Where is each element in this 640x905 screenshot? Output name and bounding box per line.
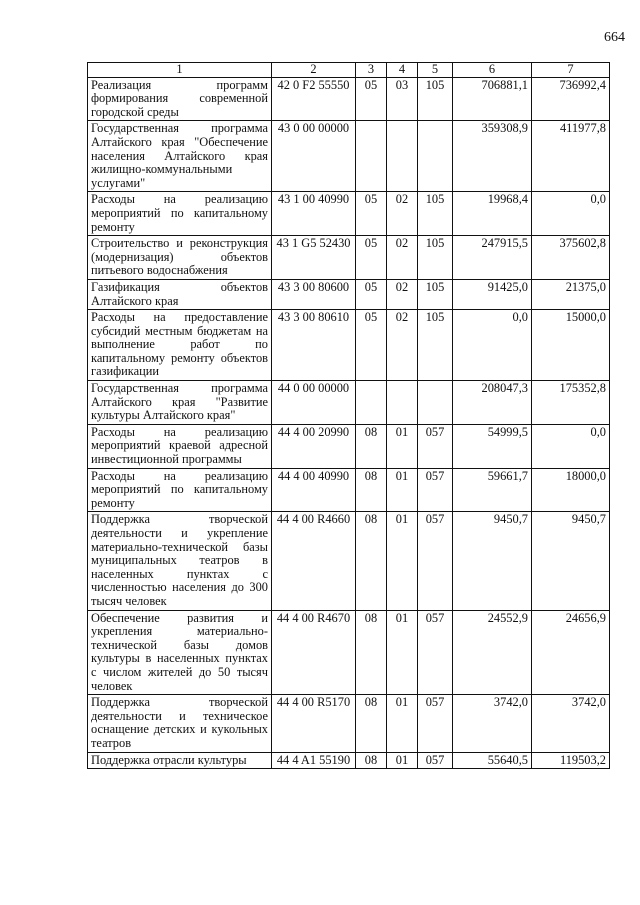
target-code: 43 1 00 40990 (272, 192, 356, 236)
target-code: 44 4 00 20990 (272, 424, 356, 468)
item-name: Государственная программа Алтайского края "Развитие культуры Алтайского края" (88, 381, 272, 425)
target-code: 43 3 00 80600 (272, 279, 356, 309)
section-code: 08 (356, 695, 387, 752)
amount-col7: 15000,0 (532, 310, 610, 381)
column-header: 5 (418, 63, 453, 78)
item-name: Расходы на предоставление субсидий местным бюджетам на выполнение работ по капитальному ремонту объектов газификации (88, 310, 272, 381)
section-code: 05 (356, 279, 387, 309)
section-code: 05 (356, 310, 387, 381)
table-row (88, 468, 610, 512)
target-code: 44 0 00 00000 (272, 381, 356, 425)
section-code (356, 121, 387, 192)
amount-col7: 375602,8 (532, 236, 610, 280)
amount-col6: 208047,3 (453, 381, 532, 425)
expense-type-code: 105 (418, 310, 453, 381)
item-name: Реализация программ формирования современной городской среды (88, 77, 272, 121)
target-code: 43 0 00 00000 (272, 121, 356, 192)
table-row (88, 695, 610, 752)
amount-col6: 19968,4 (453, 192, 532, 236)
item-name: Строительство и реконструкция (модернизация) объектов питьевого водоснабжения (88, 236, 272, 280)
section-code: 05 (356, 77, 387, 121)
item-name: Расходы на реализацию мероприятий краевой адресной инвестиционной программы (88, 424, 272, 468)
subsection-code (387, 381, 418, 425)
table-row (88, 77, 610, 121)
amount-col7: 119503,2 (532, 752, 610, 769)
amount-col7: 18000,0 (532, 468, 610, 512)
target-code: 44 4 00 R5170 (272, 695, 356, 752)
column-header: 3 (356, 63, 387, 78)
table-row (88, 424, 610, 468)
amount-col6: 9450,7 (453, 512, 532, 610)
section-code: 08 (356, 468, 387, 512)
item-name: Газификация объектов Алтайского края (88, 279, 272, 309)
column-header: 7 (532, 63, 610, 78)
section-code: 05 (356, 236, 387, 280)
target-code: 43 1 G5 52430 (272, 236, 356, 280)
table-row (88, 752, 610, 769)
amount-col7: 24656,9 (532, 610, 610, 695)
amount-col7: 736992,4 (532, 77, 610, 121)
amount-col7: 0,0 (532, 424, 610, 468)
amount-col6: 24552,9 (453, 610, 532, 695)
item-name: Государственная программа Алтайского края "Обеспечение населения Алтайского края жилищно-коммунальными услугами" (88, 121, 272, 192)
table-row (88, 310, 610, 381)
amount-col7: 175352,8 (532, 381, 610, 425)
amount-col6: 59661,7 (453, 468, 532, 512)
page-number: 664 (604, 30, 625, 45)
amount-col6: 247915,5 (453, 236, 532, 280)
section-code: 08 (356, 752, 387, 769)
section-code: 08 (356, 610, 387, 695)
subsection-code: 02 (387, 236, 418, 280)
target-code: 44 4 00 R4670 (272, 610, 356, 695)
section-code (356, 381, 387, 425)
item-name: Поддержка творческой деятельности и укрепление материально-технической базы муниципальных театров в населенных пунктах с численностью населения до 300 тысяч человек (88, 512, 272, 610)
amount-col7: 3742,0 (532, 695, 610, 752)
target-code: 44 4 00 40990 (272, 468, 356, 512)
amount-col6: 55640,5 (453, 752, 532, 769)
subsection-code: 02 (387, 192, 418, 236)
amount-col6: 706881,1 (453, 77, 532, 121)
column-header: 6 (453, 63, 532, 78)
expense-type-code: 057 (418, 695, 453, 752)
expense-type-code (418, 121, 453, 192)
subsection-code: 01 (387, 752, 418, 769)
amount-col7: 0,0 (532, 192, 610, 236)
amount-col6: 91425,0 (453, 279, 532, 309)
expense-type-code: 057 (418, 424, 453, 468)
amount-col6: 359308,9 (453, 121, 532, 192)
expense-type-code: 105 (418, 77, 453, 121)
table-row (88, 192, 610, 236)
subsection-code: 03 (387, 77, 418, 121)
table-row (88, 610, 610, 695)
column-header: 2 (272, 63, 356, 78)
table-row (88, 236, 610, 280)
table-row (88, 279, 610, 309)
section-code: 05 (356, 192, 387, 236)
target-code: 44 4 A1 55190 (272, 752, 356, 769)
section-code: 08 (356, 424, 387, 468)
item-name: Расходы на реализацию мероприятий по капитальному ремонту (88, 192, 272, 236)
header-row (88, 63, 610, 78)
expense-type-code: 105 (418, 279, 453, 309)
item-name: Поддержка творческой деятельности и техническое оснащение детских и кукольных театров (88, 695, 272, 752)
target-code: 44 4 00 R4660 (272, 512, 356, 610)
amount-col6: 54999,5 (453, 424, 532, 468)
target-code: 43 3 00 80610 (272, 310, 356, 381)
item-name: Расходы на реализацию мероприятий по капитальному ремонту (88, 468, 272, 512)
table-row (88, 121, 610, 192)
item-name: Обеспечение развития и укрепления материально-технической базы домов культуры в населенных пунктах с числом жителей до 50 тысяч человек (88, 610, 272, 695)
subsection-code: 01 (387, 424, 418, 468)
expense-type-code (418, 381, 453, 425)
amount-col7: 411977,8 (532, 121, 610, 192)
table-row (88, 381, 610, 425)
section-code: 08 (356, 512, 387, 610)
target-code: 42 0 F2 55550 (272, 77, 356, 121)
item-name: Поддержка отрасли культуры (88, 752, 272, 769)
subsection-code: 01 (387, 695, 418, 752)
subsection-code: 02 (387, 310, 418, 381)
expense-type-code: 057 (418, 752, 453, 769)
subsection-code: 01 (387, 468, 418, 512)
expense-type-code: 105 (418, 192, 453, 236)
budget-table (87, 62, 610, 769)
subsection-code: 01 (387, 512, 418, 610)
expense-type-code: 057 (418, 468, 453, 512)
subsection-code (387, 121, 418, 192)
subsection-code: 02 (387, 279, 418, 309)
expense-type-code: 057 (418, 512, 453, 610)
column-header: 1 (88, 63, 272, 78)
amount-col7: 21375,0 (532, 279, 610, 309)
amount-col6: 3742,0 (453, 695, 532, 752)
expense-type-code: 105 (418, 236, 453, 280)
amount-col6: 0,0 (453, 310, 532, 381)
amount-col7: 9450,7 (532, 512, 610, 610)
column-header: 4 (387, 63, 418, 78)
table-row (88, 512, 610, 610)
subsection-code: 01 (387, 610, 418, 695)
expense-type-code: 057 (418, 610, 453, 695)
